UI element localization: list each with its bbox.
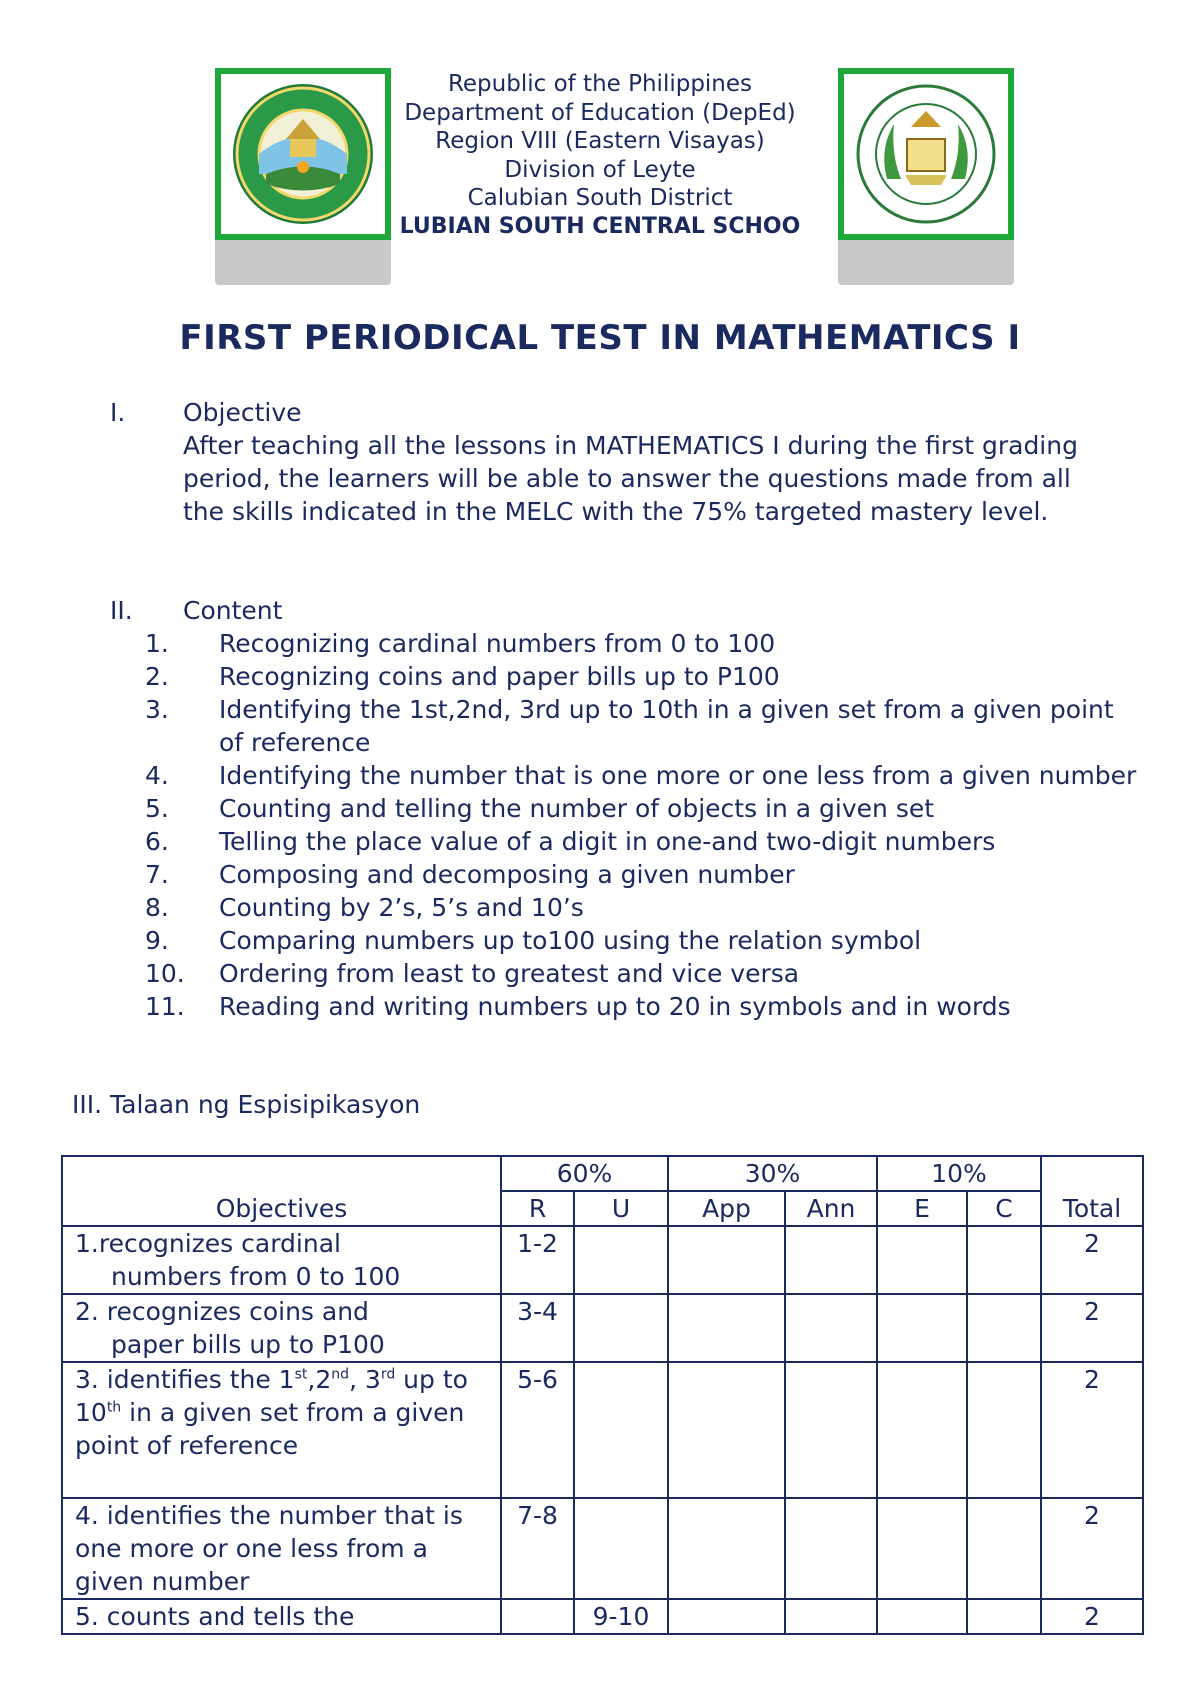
list-item [145, 627, 1145, 660]
u-cell [574, 1226, 668, 1294]
school-seal-icon [849, 79, 1003, 229]
item-text: Telling the place value of a digit in one-and two-digit numbers [219, 827, 996, 856]
list-item [145, 792, 1145, 825]
e-cell [877, 1226, 967, 1294]
list-item [145, 858, 1145, 891]
objective-text: , 3 [349, 1365, 381, 1394]
objective-cell [62, 1362, 501, 1498]
list-item [145, 891, 1145, 924]
section-objective-heading [110, 396, 302, 429]
ordinal-suffix: th [106, 1399, 122, 1416]
column-header: U [574, 1191, 668, 1226]
page-title: FIRST PERIODICAL TEST IN MATHEMATICS I [179, 318, 1021, 358]
e-cell [877, 1599, 967, 1634]
letterhead [330, 70, 870, 241]
r-cell: 7-8 [501, 1498, 574, 1599]
letterhead-line: Republic of the Philippines [447, 71, 753, 97]
item-text: Comparing numbers up to100 using the relation symbol [219, 926, 922, 955]
total-cell: 2 [1041, 1294, 1143, 1362]
item-number: 6. [145, 827, 169, 856]
app-cell [668, 1294, 785, 1362]
item-number: 8. [145, 893, 169, 922]
letterhead-line: Division of Leyte [504, 156, 696, 183]
column-header: App [668, 1191, 785, 1226]
objective-line: paper bills up to P100 [111, 1330, 385, 1359]
item-number: 4. [145, 761, 169, 790]
app-cell [668, 1226, 785, 1294]
item-text: Composing and decomposing a given number [219, 860, 795, 889]
r-cell: 3-4 [501, 1294, 574, 1362]
letterhead-line: Calubian South District [467, 185, 733, 211]
letterhead-line: Region VIII (Eastern Visayas) [435, 128, 765, 154]
school-logo [838, 68, 1014, 285]
objective-line: numbers from 0 to 100 [111, 1262, 401, 1291]
c-cell [967, 1294, 1041, 1362]
ann-cell [785, 1498, 877, 1599]
u-cell [574, 1362, 668, 1498]
column-header: C [967, 1191, 1041, 1226]
objective-text: up to 10 [75, 1365, 468, 1427]
item-number: 10. [145, 959, 185, 988]
item-number: 11. [145, 992, 185, 1021]
objective-cell [62, 1226, 501, 1294]
item-text: Recognizing coins and paper bills up to P100 [219, 662, 780, 691]
objectives-header: Objectives [62, 1156, 501, 1226]
section-content-heading [110, 594, 282, 627]
total-header: Total [1041, 1156, 1143, 1226]
u-cell [574, 1498, 668, 1599]
e-cell [877, 1294, 967, 1362]
list-item [145, 693, 1145, 759]
item-text: Counting by 2’s, 5’s and 10’s [219, 893, 584, 922]
app-cell [668, 1362, 785, 1498]
item-text: Recognizing cardinal numbers from 0 to 100 [219, 629, 776, 658]
specification-table [61, 1155, 1144, 1635]
u-cell [574, 1294, 668, 1362]
table-header-row [62, 1156, 1143, 1191]
content-list [145, 627, 1145, 1023]
column-header: Ann [785, 1191, 877, 1226]
school-name: LUBIAN SOUTH CENTRAL SCHOO [399, 213, 801, 239]
c-cell [967, 1599, 1041, 1634]
letterhead-line: Department of Education (DepEd) [404, 99, 796, 126]
logo-frame [838, 68, 1014, 240]
objective-cell [62, 1294, 501, 1362]
item-text: Reading and writing numbers up to 20 in symbols and in words [219, 992, 1011, 1021]
item-number: 3. [145, 695, 169, 724]
objective-line: 2. recognizes coins and [75, 1297, 369, 1326]
item-text: Counting and telling the number of objects in a given set [219, 794, 935, 823]
total-cell: 2 [1041, 1599, 1143, 1634]
ordinal-suffix: rd [380, 1366, 396, 1383]
c-cell [967, 1362, 1041, 1498]
r-cell: 1-2 [501, 1226, 574, 1294]
app-cell [668, 1498, 785, 1599]
r-cell [501, 1599, 574, 1634]
e-cell [877, 1362, 967, 1498]
ann-cell [785, 1226, 877, 1294]
e-cell [877, 1498, 967, 1599]
item-number: 1. [145, 629, 169, 658]
total-cell: 2 [1041, 1362, 1143, 1498]
section-heading: Content [183, 596, 283, 625]
list-item [145, 759, 1145, 792]
objective-line: 1.recognizes cardinal [75, 1229, 341, 1258]
column-header: R [501, 1191, 574, 1226]
list-item [145, 957, 1145, 990]
objective-text: in a given set from a given point of reference [75, 1398, 465, 1460]
section-numeral: II. [110, 596, 133, 625]
ordinal-suffix: nd [331, 1366, 349, 1383]
table-row [62, 1599, 1143, 1634]
item-number: 5. [145, 794, 169, 823]
objective-text: 3. identifies the 1 [75, 1365, 295, 1394]
r-cell: 5-6 [501, 1362, 574, 1498]
total-cell: 2 [1041, 1498, 1143, 1599]
table-row [62, 1226, 1143, 1294]
list-item [145, 990, 1145, 1023]
table-row [62, 1362, 1143, 1498]
section-numeral: I. [110, 398, 126, 427]
ann-cell [785, 1362, 877, 1498]
c-cell [967, 1226, 1041, 1294]
section-heading: Objective [183, 398, 302, 427]
u-cell: 9-10 [574, 1599, 668, 1634]
item-text: Identifying the number that is one more or one less from a given number [219, 761, 1137, 790]
list-item [145, 660, 1145, 693]
c-cell [967, 1498, 1041, 1599]
list-item [145, 825, 1145, 858]
table-row [62, 1498, 1143, 1599]
group-header: 60% [501, 1156, 668, 1191]
total-cell: 2 [1041, 1226, 1143, 1294]
objective-cell: 4. identifies the number that is one more or one less from a given number [62, 1498, 501, 1599]
objective-paragraph: After teaching all the lessons in MATHEMATICS I during the first grading period, the learners will be able to answer the questions made from all the skills indicated in the MELC with the 75% targeted mastery level. [183, 431, 1078, 526]
objective-text: ,2 [307, 1365, 332, 1394]
item-number: 7. [145, 860, 169, 889]
list-item [145, 924, 1145, 957]
objective-cell: 5. counts and tells the [62, 1599, 501, 1634]
item-number: 2. [145, 662, 169, 691]
ordinal-suffix: st [294, 1366, 308, 1383]
ann-cell [785, 1294, 877, 1362]
ann-cell [785, 1599, 877, 1634]
group-header: 10% [877, 1156, 1041, 1191]
group-header: 30% [668, 1156, 877, 1191]
app-cell [668, 1599, 785, 1634]
item-text: Ordering from least to greatest and vice versa [219, 959, 800, 988]
item-number: 9. [145, 926, 169, 955]
section-specification-heading: III. Talaan ng Espisipikasyon [72, 1090, 421, 1119]
column-header: E [877, 1191, 967, 1226]
table-row [62, 1294, 1143, 1362]
item-text: Identifying the 1st,2nd, 3rd up to 10th in a given set from a given point of reference [219, 695, 1114, 757]
